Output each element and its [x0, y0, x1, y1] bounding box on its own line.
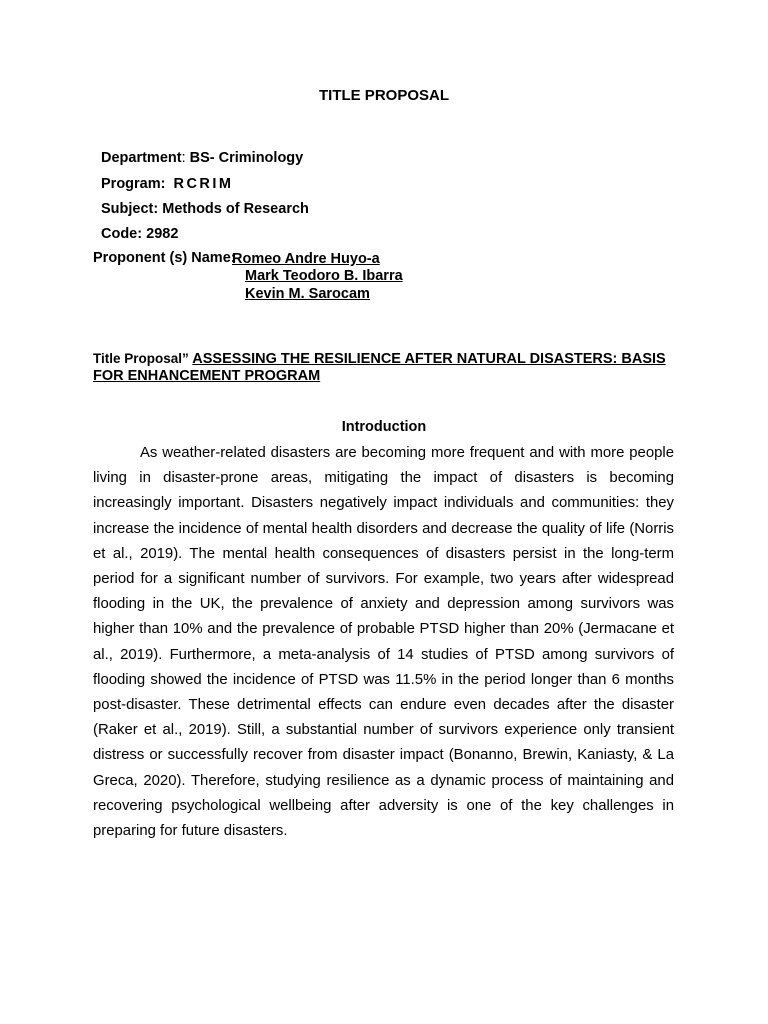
proponent-name-2: Mark Teodoro B. Ibarra	[245, 268, 403, 284]
code-label: Code:	[101, 226, 143, 242]
proponent-label: Proponent (s) Name:	[93, 250, 236, 266]
proponent-name-1: Romeo Andre Huyo-a	[232, 251, 380, 267]
department-value: BS- Criminology	[189, 150, 304, 166]
program-line	[101, 176, 234, 192]
introduction-heading: Introduction	[341, 419, 427, 435]
title-proposal	[93, 350, 673, 385]
page-title: TITLE PROPOSAL	[318, 87, 449, 104]
title-proposal-text: ASSESSING THE RESILIENCE AFTER NATURAL DISASTERS: BASIS FOR ENHANCEMENT PROGRAM	[93, 351, 666, 384]
subject-value: Methods of Research	[162, 201, 309, 217]
code-value: 2982	[146, 226, 179, 242]
proponent-name-3: Kevin M. Sarocam	[245, 286, 370, 302]
subject-label: Subject:	[101, 201, 159, 217]
code-line	[101, 226, 178, 242]
subject-line	[101, 201, 309, 217]
program-value: RCRIM	[173, 176, 234, 192]
title-proposal-lead: Title Proposal”	[93, 351, 189, 366]
department-label: Department	[101, 150, 182, 166]
department-colon: :	[181, 150, 190, 166]
introduction-paragraph: As weather-related disasters are becoming more frequent and with more people living in disaster-prone areas, mitigating the impact of disasters is becoming increasingly important. Disasters negatively impact individuals and communities: they increase the incidence of mental health disorders and decrease the quality of life (Norris et al., 2019). The mental health consequences of disasters persist in the long-term period for a significant number of survivors. For example, two years after widespread flooding in the UK, the prevalence of anxiety and depression among survivors was higher than 10% and the prevalence of probable PTSD higher than 20% (Jermacane et al., 2019). Furthermore, a meta-analysis of 14 studies of PTSD among survivors of flooding showed the incidence of PTSD was 11.5% in the period longer than 6 months post-disaster. These detrimental effects can endure even decades after the disaster (Raker et al., 2019). Still, a substantial number of survivors experience only transient distress or successfully recover from disaster impact (Bonanno, Brewin, Kaniasty, & La Greca, 2020). Therefore, studying resilience as a dynamic process of maintaining and recovering psychological wellbeing after adversity is one of the key challenges in preparing for future disasters.	[93, 445, 674, 840]
program-label: Program:	[101, 176, 166, 192]
department-line	[101, 150, 303, 166]
